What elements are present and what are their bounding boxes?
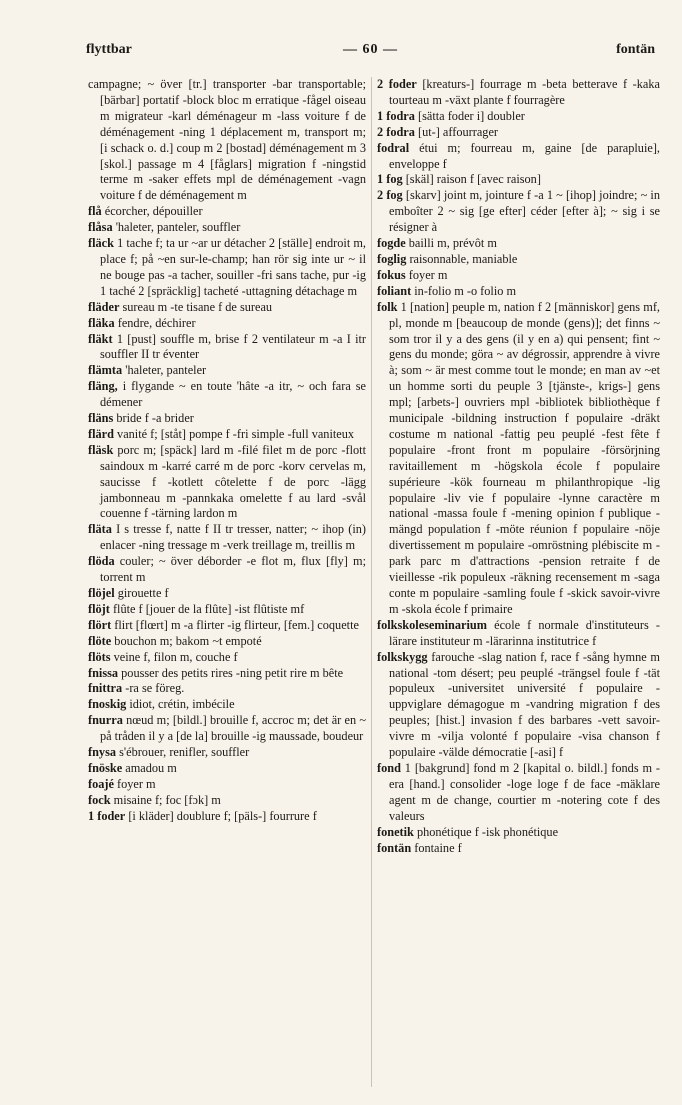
entry-headword: folk	[377, 299, 398, 314]
entry-definition: flirt [flœrt] m -a flirter -ig flirteur, [fem.] coquette	[114, 617, 359, 632]
header-guide-word-right: fontän	[616, 42, 655, 57]
entry-headword: 1 fog	[377, 172, 403, 187]
dictionary-entry	[88, 793, 366, 809]
dictionary-entry	[88, 777, 366, 793]
entry-headword: foglig	[377, 251, 407, 266]
entry-definition: couler; ~ över déborder -e flot m, flux [fly] m; torrent m	[100, 554, 366, 585]
dictionary-entry	[88, 586, 366, 602]
entry-definition: sureau m -te tisane f de sureau	[122, 299, 273, 314]
entry-headword: flämta	[88, 363, 123, 378]
entry-definition: s'ébrouer, renifler, souffler	[119, 745, 250, 760]
column-divider	[371, 77, 372, 1087]
entry-headword: fnoskig	[88, 697, 127, 712]
entry-headword: foliant	[377, 283, 412, 298]
dictionary-entry	[88, 236, 366, 300]
entry-headword: fontän	[377, 840, 412, 855]
entry-definition: I s tresse f, natte f II tr tresser, natter; ~ ihop (in) enlacer -ning tressage m -verk treillage m, treillis m	[100, 522, 366, 553]
dictionary-entry	[377, 172, 660, 188]
dictionary-entry	[377, 268, 660, 284]
entry-headword: flärd	[88, 426, 114, 441]
dictionary-entry	[377, 125, 660, 141]
page-header	[86, 42, 655, 62]
dictionary-entry	[88, 522, 366, 554]
entry-definition: misaine f; foc [fɔk] m	[113, 792, 221, 807]
entry-headword: 2 fog	[377, 188, 403, 203]
entry-definition: phonétique f -isk phonétique	[416, 824, 559, 839]
entry-headword: flört	[88, 617, 112, 632]
entry-headword: fläng,	[88, 379, 118, 394]
entry-definition: 1 [bakgrund] fond m 2 [kapital o. bildl.] fonds m -era [hand.] consolider -loge loge f de face -mäklare agent m de change, courtier m -notering cote f des valeurs	[389, 760, 660, 823]
entry-headword: fock	[88, 792, 111, 807]
entry-headword: fläns	[88, 411, 114, 426]
entry-headword: fonetik	[377, 824, 414, 839]
dictionary-entry	[88, 809, 366, 825]
dictionary-entry	[377, 77, 660, 109]
entry-definition: veine f, filon m, couche f	[113, 649, 238, 664]
entry-definition: 'haleter, panteler, souffler	[115, 220, 241, 235]
entry-definition: 'haleter, panteler	[125, 363, 207, 378]
dictionary-entry	[88, 602, 366, 618]
entry-definition: fontaine f	[414, 840, 462, 855]
dictionary-entry	[88, 204, 366, 220]
dictionary-entry	[377, 252, 660, 268]
dictionary-entry	[377, 825, 660, 841]
entry-definition: girouette f	[117, 586, 169, 600]
entry-definition: bride f -a brider	[116, 411, 194, 426]
entry-definition: -ra se föreg.	[125, 681, 185, 696]
entry-definition: campagne; ~ över [tr.] transporter -bar transportable; [bärbar] portatif -block bloc m erratique -fågel oiseau m migrateur -karl déménageur m -lass voiture f de déménagement -ning 1 déplacement m, transport m; [i schack o. d.] coup m 2 [bostad] déménagement m 3 [skol.] passage m 4 [fåglars] migration f -ningstid terme m -saker effets mpl de déménagement -vagn voiture f de déménagement m	[88, 77, 366, 203]
entry-headword: fnysa	[88, 745, 117, 760]
entry-definition: foyer m	[408, 267, 448, 282]
dictionary-entry	[88, 650, 366, 666]
entry-headword: flöte	[88, 633, 112, 648]
entry-headword: fokus	[377, 267, 406, 282]
entry-headword: fnissa	[88, 665, 119, 680]
entry-headword: flöjel	[88, 586, 115, 600]
entry-headword: fogde	[377, 236, 406, 251]
entry-definition: [kreaturs-] fourrage m -beta betterave f -kaka tourteau m -växt plante f fourragère	[389, 77, 660, 107]
entry-definition: idiot, crétin, imbécile	[129, 697, 235, 712]
entry-headword: fläta	[88, 522, 112, 537]
dictionary-entry	[88, 220, 366, 236]
dictionary-entry	[377, 650, 660, 761]
dictionary-entry	[88, 300, 366, 316]
entry-headword: foajé	[88, 776, 114, 791]
dictionary-entry	[88, 697, 366, 713]
entry-definition: in-folio m -o folio m	[414, 283, 517, 298]
dictionary-entry	[88, 379, 366, 411]
dictionary-entry	[377, 236, 660, 252]
entry-definition: [skäl] raison f [avec raison]	[405, 172, 541, 187]
dictionary-entry	[377, 618, 660, 650]
entry-headword: fnurra	[88, 713, 123, 728]
entry-headword: flåsa	[88, 220, 113, 235]
dictionary-entry	[88, 618, 366, 634]
entry-headword: folkskoleseminarium	[377, 617, 487, 632]
entry-headword: 1 foder	[88, 808, 126, 823]
entry-headword: fläka	[88, 315, 115, 330]
entry-headword: fnittra	[88, 681, 123, 696]
dictionary-entry	[377, 141, 660, 173]
entry-headword: 2 foder	[377, 77, 417, 91]
entry-definition: foyer m	[117, 776, 156, 791]
entry-headword: fodral	[377, 140, 410, 155]
dictionary-entry	[88, 713, 366, 745]
dictionary-entry	[88, 332, 366, 364]
entry-headword: 2 fodra	[377, 124, 415, 139]
dictionary-entry	[88, 363, 366, 379]
dictionary-entry	[88, 634, 366, 650]
entry-definition: amadou m	[125, 760, 177, 775]
right-column	[377, 77, 660, 856]
header-guide-word-left: flyttbar	[86, 42, 132, 57]
entry-headword: flå	[88, 204, 102, 219]
dictionary-entry	[88, 411, 366, 427]
entry-definition: [ut-] affourrager	[418, 124, 498, 139]
dictionary-entry	[377, 761, 660, 825]
entry-definition: porc m; [späck] lard m -filé filet m de porc -flott saindoux m -karré carré m de porc -korv cervelas m, saucisse f -kotlett côtelette f de porc -lägg jambonneau m -pannkaka omelette f au lard -svål couenne f -tärning lardon m	[100, 442, 366, 521]
dictionary-entry	[377, 841, 660, 857]
entry-headword: flöts	[88, 649, 111, 664]
entry-definition: raisonnable, maniable	[409, 251, 518, 266]
dictionary-entry	[377, 188, 660, 236]
entry-definition: [skarv] joint m, jointure f -a 1 ~ [ihop] joindre; ~ in emboîter 2 ~ sig [ge efter] céder [efter à]; ~ sig i se résigner à	[389, 188, 660, 235]
entry-definition: fendre, déchirer	[117, 315, 196, 330]
entry-definition: écorcher, dépouiller	[104, 204, 203, 219]
entry-definition: flûte f [jouer de la flûte] -ist flûtiste mf	[112, 601, 305, 616]
entry-headword: fläder	[88, 299, 120, 314]
entry-headword: folkskygg	[377, 649, 428, 664]
dictionary-entry	[88, 554, 366, 586]
entry-headword: fläkt	[88, 331, 113, 346]
dictionary-entry	[88, 666, 366, 682]
dictionary-entry	[88, 745, 366, 761]
dictionary-entry	[88, 427, 366, 443]
entry-definition: i flygande ~ en toute 'hâte -a itr, ~ och fara se démener	[100, 379, 367, 410]
entry-headword: fnöske	[88, 760, 123, 775]
entry-definition: étui m; fourreau m, gaine [de parapluie], enveloppe f	[389, 140, 660, 171]
entry-headword: fläsk	[88, 442, 114, 457]
dictionary-entry	[377, 109, 660, 125]
dictionary-entry	[88, 443, 366, 523]
entry-definition: bouchon m; bakom ~t empoté	[114, 633, 262, 648]
entry-headword: fläck	[88, 236, 114, 251]
entry-headword: fond	[377, 760, 401, 775]
dictionary-entry	[88, 681, 366, 697]
entry-definition: pousser des petits rires -ning petit rire m bête	[121, 665, 344, 680]
entry-definition: nœud m; [bildl.] brouille f, accroc m; det är en ~ på tråden il y a [de la] brouille -ig maussade, boudeur	[100, 713, 366, 744]
left-column	[88, 77, 366, 825]
entry-definition: vanité f; [ståt] pompe f -fri simple -full vaniteux	[117, 426, 355, 441]
entry-definition: [i kläder] doublure f; [päls-] fourrure f	[128, 808, 317, 823]
entry-definition: 1 tache f; ta ur ~ar ur détacher 2 [ställe] endroit m, place f; på ~en sur-le-champ; han rör sig inte ur ~ il ne bouge pas -a tacher, souiller -fri sans tache, pur -ig 1 taché 2 [spräcklig] tacheté -uttagning détachage m	[100, 236, 366, 298]
entry-definition: 1 [nation] peuple m, nation f 2 [människor] gens mf, pl, monde m [beaucoup de monde (gens)]; det finns ~ som tror il y a des gens (il y en a) qui pensent; fint ~ gens du monde; göra ~ av dégrossir, apprendre à vivre à; som ~ är mest comme tout le monde; en man av ~et un homme sorti du peuple 3 [tjänste-, krigs-] gens mpl; [arbets-] ouvriers mpl -bibliotek bibliothèque f municipale -bildning instruction f populaire -dräkt costume m national -fattig peu peuplé -fest fête f populaire -front front m populaire -försörjning ravitaillement m -högskola école f populaire supérieure -kök fourneau m philanthropique -lig populaire -liv vie f populaire -lynne caractère m national -massa foule f -mening opinion f publique -mängd population f -möte réunion f populaire -nöje divertissement m populaire -omröstning plébiscite m -park parc m d'attractions -pension retraite f de vieillesse -rik populeux -räkning recensement m -saga conte m populaire -samling foule f -skick savoir-vivre m -skola école f primaire	[389, 299, 660, 616]
entry-definition: farouche -slag nation f, race f -sång hymne m national -tom désert; peu peuplé -trängsel foule f -tät populeux -universitet université f populaire -uppviglare démagogue m -vandring migration f des peuples; [hist.] invasion f des barbares -vett savoir-vivre m -vilja volonté f populaire -visa chanson f populaire -välde démocratie [-asi] f	[389, 649, 660, 760]
dictionary-entry	[377, 300, 660, 618]
dictionary-entry	[88, 77, 366, 204]
entry-headword: 1 fodra	[377, 108, 415, 123]
page-number: — 60 —	[343, 42, 398, 57]
dictionary-entry	[377, 284, 660, 300]
entry-definition: 1 [pust] souffle m, brise f 2 ventilateur m -a I itr souffler II tr éventer	[100, 331, 366, 362]
dictionary-entry	[88, 316, 366, 332]
entry-definition: école f normale d'instituteurs -lärare instituteur m -lärarinna institutrice f	[389, 617, 661, 648]
entry-headword: flöda	[88, 554, 115, 569]
dictionary-entry	[88, 761, 366, 777]
entry-headword: flöjt	[88, 601, 110, 616]
entry-definition: bailli m, prévôt m	[408, 236, 497, 251]
entry-definition: [sätta foder i] doubler	[418, 108, 525, 123]
